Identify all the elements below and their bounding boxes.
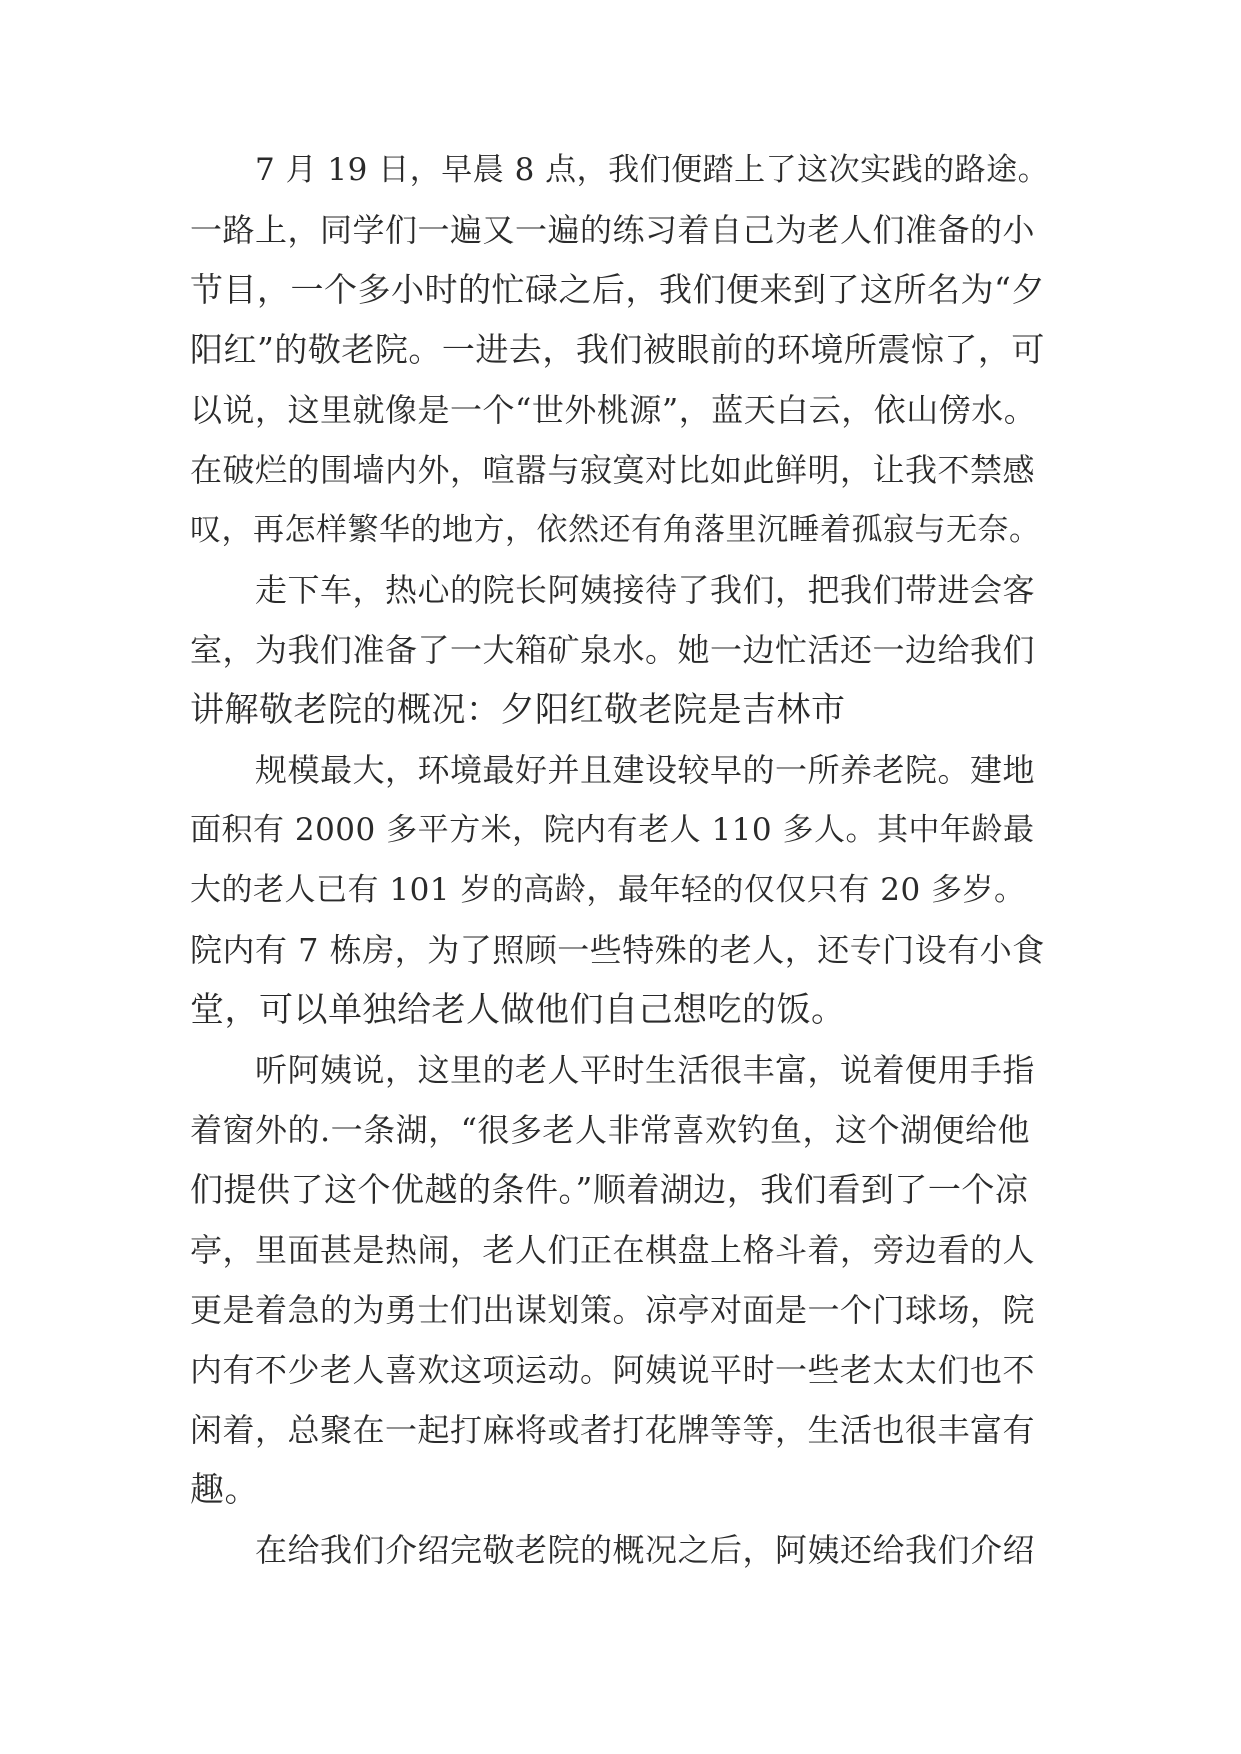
text-line: 听阿姨说，这里的老人平时生活很丰富，说着便用手指: [255, 1051, 1036, 1089]
text-line: 大的老人已有 101 岁的高龄，最年轻的仅仅只有 20 多岁。: [190, 872, 1026, 908]
text-line: 着窗外的.一条湖，“很多老人非常喜欢钓鱼，这个湖便给他: [190, 1111, 1031, 1149]
text-line: 7 月 19 日，早晨 8 点，我们便踏上了这次实践的路途。: [255, 152, 1050, 188]
text-line: 节目，一个多小时的忙碌之后，我们便来到了这所名为“夕: [190, 270, 1045, 309]
text-line: 阳红”的敬老院。一进去，我们被眼前的环境所震惊了，可: [190, 330, 1045, 369]
text-line: 在给我们介绍完敬老院的概况之后，阿姨还给我们介绍: [255, 1531, 1036, 1569]
text-line: 院内有 7 栋房，为了照顾一些特殊的老人，还专门设有小食: [190, 931, 1045, 969]
text-line: 更是着急的为勇士们出谋划策。凉亭对面是一个门球场，院: [190, 1291, 1036, 1329]
text-line: 规模最大，环境最好并且建设较早的一所养老院。建地: [255, 751, 1036, 789]
text-line: 在破烂的围墙内外，喧嚣与寂寞对比如此鲜明，让我不禁感: [190, 451, 1036, 489]
text-line: 内有不少老人喜欢这项运动。阿姨说平时一些老太太们也不: [190, 1351, 1036, 1389]
text-line: 们提供了这个优越的条件。”顺着湖边，我们看到了一个凉: [190, 1170, 1029, 1209]
text-line: 室，为我们准备了一大箱矿泉水。她一边忙活还一边给我们: [190, 631, 1036, 669]
text-line: 趣。: [190, 1470, 259, 1510]
text-line: 堂，可以单独给老人做他们自己想吃的饭。: [190, 990, 846, 1030]
text-line: 闲着，总聚在一起打麻将或者打花牌等等，生活也很丰富有: [190, 1411, 1036, 1449]
text-line: 面积有 2000 多平方米，院内有老人 110 多人。其中年龄最: [190, 812, 1035, 848]
text-line: 走下车，热心的院长阿姨接待了我们，把我们带进会客: [255, 571, 1036, 609]
text-line: 叹，再怎样繁华的地方，依然还有角落里沉睡着孤寂与无奈。: [190, 512, 1041, 548]
text-line: 亭，里面甚是热闹，老人们正在棋盘上格斗着，旁边看的人: [190, 1231, 1036, 1269]
text-line: 以说，这里就像是一个“世外桃源”，蓝天白云，依山傍水。: [190, 391, 1037, 429]
text-line: 讲解敬老院的概况：夕阳红敬老院是吉林市: [190, 690, 846, 730]
text-line: 一路上，同学们一遍又一遍的练习着自己为老人们准备的小: [190, 211, 1036, 249]
